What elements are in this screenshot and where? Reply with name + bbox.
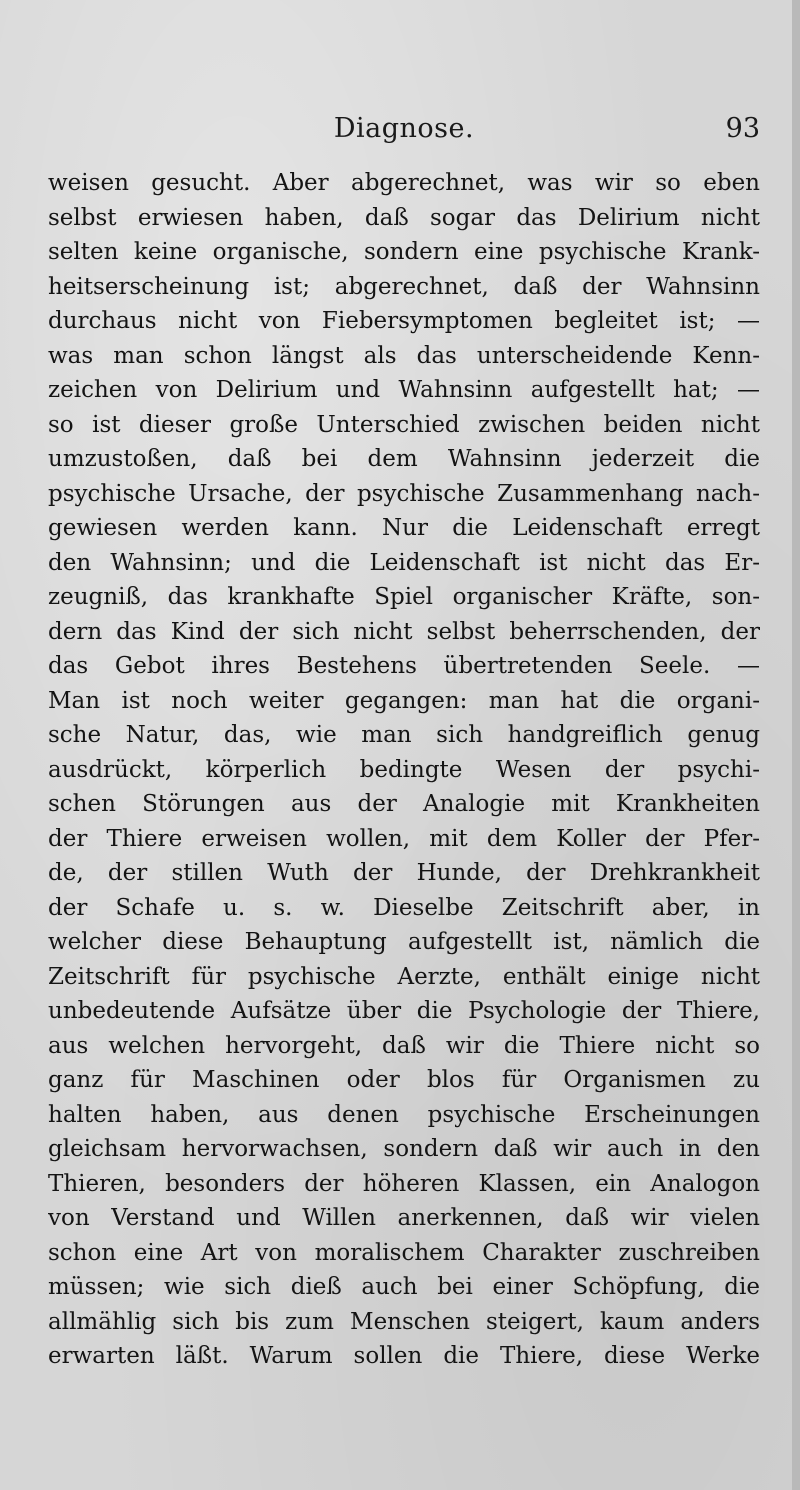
text-line: Thieren, besonders der höheren Klassen, ein Analogon	[48, 1170, 760, 1197]
text-line: allmählig sich bis zum Menschen steigert, kaum anders	[48, 1308, 760, 1335]
text-line: so ist dieser große Unterschied zwischen beiden nicht	[48, 411, 760, 438]
text-line: schon eine Art von moralischem Charakter zuschreiben	[48, 1239, 760, 1266]
text-line: das Gebot ihres Bestehens übertretenden Seele. —	[48, 653, 760, 679]
text-line: ausdrückt, körperlich bedingte Wesen der psychi-	[48, 756, 760, 783]
text-line: weisen gesucht. Aber abgerechnet, was wir so eben	[48, 170, 760, 196]
text-line: durchaus nicht von Fiebersymptomen begleitet ist; —	[48, 308, 760, 334]
text-line: Zeitschrift für psychische Aerzte, enthält einige nicht	[48, 963, 760, 990]
text-line: zeugniß, das krankhafte Spiel organischer Kräfte, son-	[48, 584, 760, 610]
text-line: welcher diese Behauptung aufgestellt ist, nämlich die	[48, 929, 760, 955]
text-line: gleichsam hervorwachsen, sondern daß wir auch in den	[48, 1136, 760, 1162]
text-line: den Wahnsinn; und die Leidenschaft ist nicht das Er-	[48, 549, 760, 576]
text-line: der Thiere erweisen wollen, mit dem Koller der Pfer-	[48, 825, 760, 852]
page-header	[48, 113, 760, 153]
text-line: unbedeutende Aufsätze über die Psychologie der Thiere,	[48, 998, 760, 1024]
text-line: gewiesen werden kann. Nur die Leidenschaft erregt	[48, 515, 760, 541]
text-line: zeichen von Delirium und Wahnsinn aufgestellt hat; —	[48, 377, 760, 403]
text-line: de, der stillen Wuth der Hunde, der Drehkrankheit	[48, 860, 760, 886]
body-text	[48, 166, 760, 1374]
running-title: Diagnose.	[333, 113, 475, 144]
text-line: müssen; wie sich dieß auch bei einer Schöpfung, die	[48, 1274, 760, 1300]
text-line: was man schon längst als das unterscheidende Kenn-	[48, 342, 760, 369]
text-line: Man ist noch weiter gegangen: man hat die organi-	[48, 687, 760, 714]
text-line: der Schafe u. s. w. Dieselbe Zeitschrift aber, in	[48, 894, 760, 921]
text-line: heitserscheinung ist; abgerechnet, daß der Wahnsinn	[48, 273, 760, 300]
text-line: erwarten läßt. Warum sollen die Thiere, diese Werke	[48, 1343, 760, 1369]
text-line: halten haben, aus denen psychische Erscheinungen	[48, 1101, 760, 1128]
text-line: ganz für Maschinen oder blos für Organismen zu	[48, 1067, 760, 1093]
text-line: von Verstand und Willen anerkennen, daß wir vielen	[48, 1205, 760, 1231]
text-line: schen Störungen aus der Analogie mit Krankheiten	[48, 791, 760, 817]
text-line: sche Natur, das, wie man sich handgreiflich genug	[48, 722, 760, 748]
text-line: dern das Kind der sich nicht selbst beherrschenden, der	[48, 618, 760, 645]
text-line: umzustoßen, daß bei dem Wahnsinn jederzeit die	[48, 446, 760, 472]
page-number: 93	[725, 113, 760, 144]
text-line: selbst erwiesen haben, daß sogar das Delirium nicht	[48, 204, 760, 231]
text-line: psychische Ursache, der psychische Zusammenhang nach-	[48, 480, 760, 507]
text-line: aus welchen hervorgeht, daß wir die Thiere nicht so	[48, 1032, 760, 1059]
text-line: selten keine organische, sondern eine psychische Krank-	[48, 239, 760, 265]
